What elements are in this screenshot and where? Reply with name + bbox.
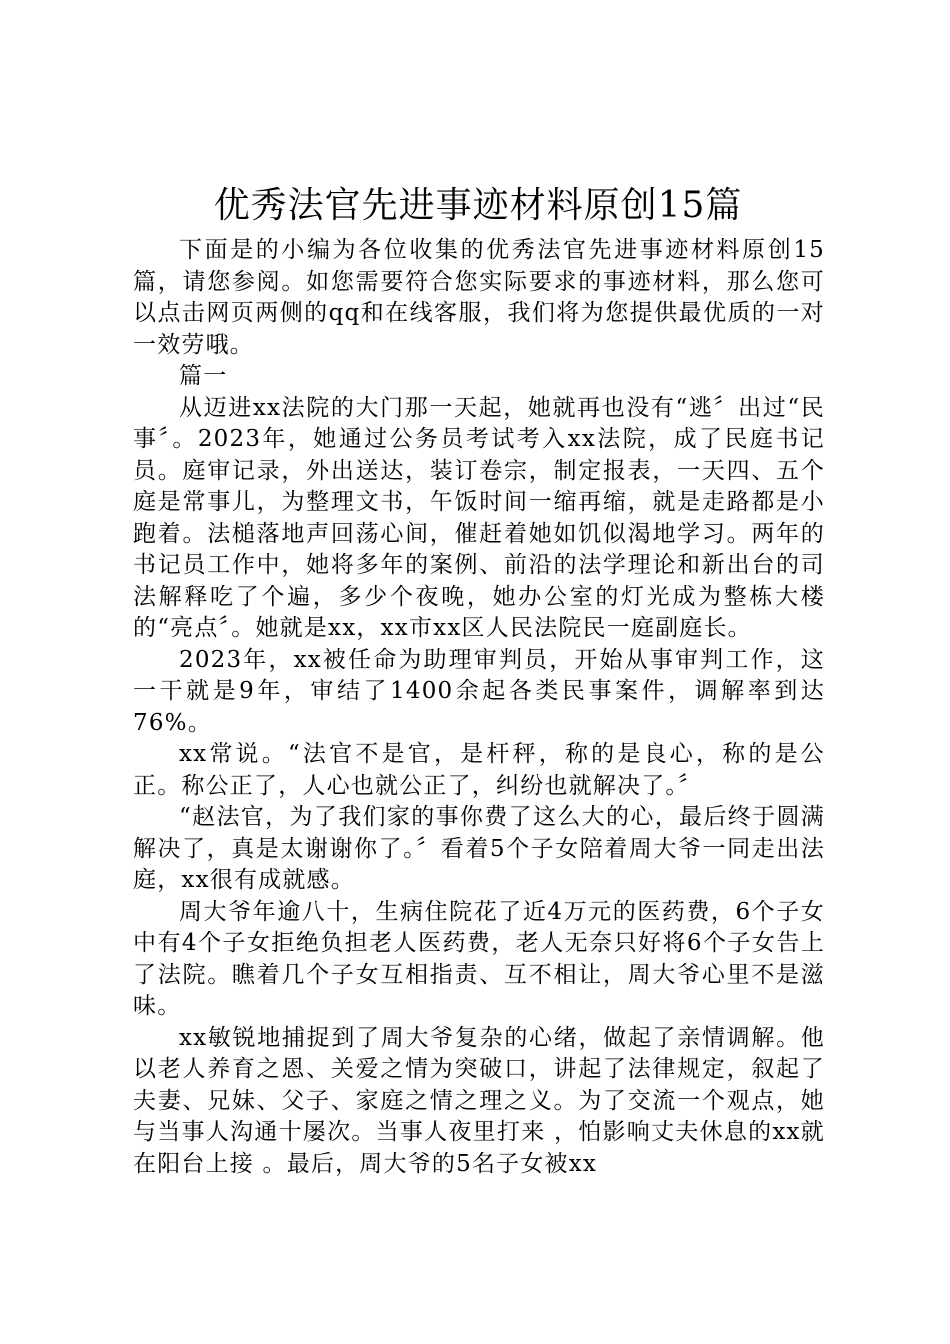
paragraph-body: 2023年，xx被任命为助理审判员，开始从事审判工作，这一干就是9年，审结了1400余起各类民事案件，调解率到达76%。 <box>133 646 825 736</box>
paragraph-body: 从迈进xx法院的大门那一天起，她就再也没有“逃〞出过“民事〞。2023年，她通过公务员考试考入xx法院，成了民庭书记员。庭审记录，外出送达，装订卷宗，制定报表，一天四、五个庭是常事儿，为整理文书，午饭时间一缩再缩，就是走路都是小跑着。法槌落地声回荡心间，催赶着她如饥似渴地学习。两年的书记员工作中，她将多年的案例、前沿的法学理论和新出台的司法解释吃了个遍，多少个夜晚，她办公室的灯光成为整栋大楼的“亮点〞。她就是xx，xx市xx区人民法院民一庭副庭长。 <box>133 394 825 641</box>
document-body <box>133 235 825 1180</box>
paragraph-body: xx常说。“法官不是官，是杆秤，称的是良心，称的是公正。称公正了，人心也就公正了，纠纷也就解决了。〞 <box>133 741 825 799</box>
paragraph-intro: 下面是的小编为各位收集的优秀法官先进事迹材料原创15篇，请您参阅。如您需要符合您实际要求的事迹材料，那么您可以点击网页两侧的qq和在线客服，我们将为您提供最优质的一对一效劳哦。 <box>133 237 825 358</box>
paragraph-body: xx敏锐地捕捉到了周大爷复杂的心绪，做起了亲情调解。他以老人养育之恩、关爱之情为突破口，讲起了法律规定，叙起了夫妻、兄妹、父子、家庭之情之理之义。为了交流一个观点，她与当事人沟通十屡次。当事人夜里打来 ，怕影响丈夫休息的xx就在阳台上接 。最后，周大爷的5名子女被xx <box>133 1024 825 1177</box>
paragraph-body: 周大爷年逾八十，生病住院花了近4万元的医药费，6个子女中有4个子女拒绝负担老人医药费，老人无奈只好将6个子女告上了法院。瞧着几个子女互相指责、互不相让，周大爷心里不是滋味。 <box>133 898 825 1019</box>
paragraph-body: “赵法官，为了我们家的事你费了这么大的心，最后终于圆满解决了，真是太谢谢你了。〞看着5个子女陪着周大爷一同走出法庭，xx很有成就感。 <box>133 804 825 893</box>
paragraph-section-heading: 篇一 <box>179 363 228 389</box>
document-title: 优秀法官先进事迹材料原创15篇 <box>213 185 743 226</box>
